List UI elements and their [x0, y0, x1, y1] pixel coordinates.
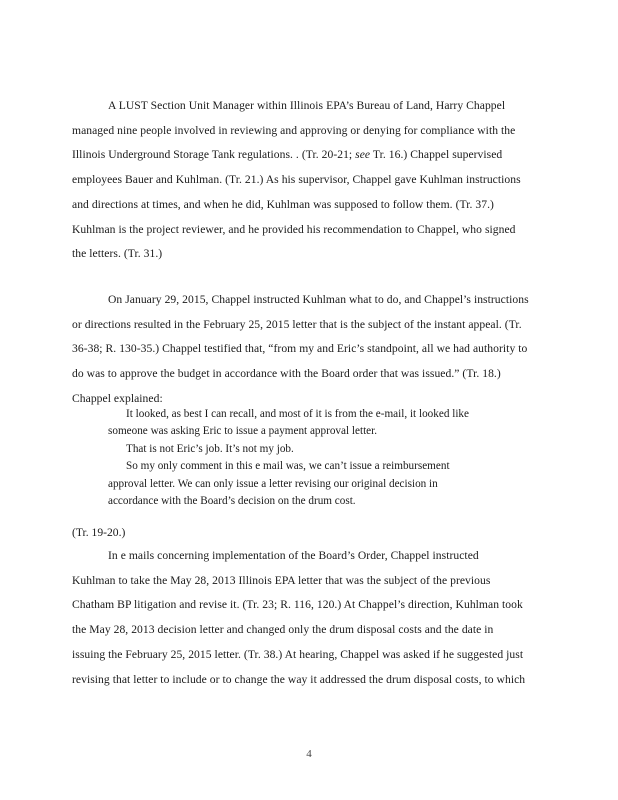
text-line: Chatham BP litigation and revise it. (Tr. 23; R. 116, 120.) At Chappel’s direction, Kuhlman took: [72, 598, 523, 612]
text-line: Kuhlman to take the May 28, 2013 Illinois EPA letter that was the subject of the previous: [72, 573, 491, 587]
quote-line: That is not Eric’s job. It’s not my job.: [126, 442, 294, 455]
text-line: issuing the February 25, 2015 letter. (Tr. 38.) At hearing, Chappel was asked if he suggested just: [72, 647, 524, 661]
text-line: the letters. (Tr. 31.): [72, 247, 163, 261]
text-line: the May 28, 2013 decision letter and changed only the drum disposal costs and the date in: [72, 623, 494, 637]
quote-line: It looked, as best I can recall, and most of it is from the e-mail, it looked like: [126, 408, 469, 420]
text-line: 36-38; R. 130-35.) Chappel testified that, “from my and Eric’s standpoint, all we had authority to: [72, 342, 528, 356]
text-line: Chappel explained:: [72, 391, 163, 405]
block-quote: [108, 406, 528, 510]
paragraph-3: [72, 544, 550, 692]
text-line: A LUST Section Unit Manager within Illinois EPA’s Bureau of Land, Harry Chappel: [108, 99, 506, 112]
text-line: In e mails concerning implementation of the Board’s Order, Chappel instructed: [108, 549, 479, 562]
text-line: and directions at times, and when he did, Kuhlman was supposed to follow them. (Tr. 37.): [72, 197, 494, 211]
quote-line: So my only comment in this e mail was, we can’t issue a reimbursement: [126, 460, 450, 473]
italic-signal: see: [355, 148, 371, 162]
text-line: or directions resulted in the February 25, 2015 letter that is the subject of the instant appeal. (Tr.: [72, 317, 522, 331]
page-number: 4: [306, 748, 312, 760]
text-line: managed nine people involved in reviewing and approving or denying for compliance with the: [72, 123, 516, 137]
text-run: Tr. 16.) Chappel supervised: [370, 148, 503, 162]
paragraph-1: [72, 94, 550, 267]
quote-line: approval letter. We can only issue a letter revising our original decision in: [108, 477, 438, 490]
text-line: [72, 143, 550, 168]
quote-line: someone was asking Eric to issue a payment approval letter.: [108, 425, 378, 438]
text-line: employees Bauer and Kuhlman. (Tr. 21.) As his supervisor, Chappel gave Kuhlman instructions: [72, 173, 521, 187]
citation: (Tr. 19-20.): [72, 526, 126, 539]
text-run: Illinois Underground Storage Tank regulations. . (Tr. 20-21;: [72, 148, 356, 162]
text-line: do was to approve the budget in accordance with the Board order that was issued.” (Tr. 18.): [72, 367, 501, 381]
text-line: Kuhlman is the project reviewer, and he provided his recommendation to Chappel, who signed: [72, 222, 516, 236]
text-line: revising that letter to include or to change the way it addressed the drum disposal costs, to which: [72, 672, 526, 686]
paragraph-2: [72, 288, 550, 412]
text-line: On January 29, 2015, Chappel instructed Kuhlman what to do, and Chappel’s instructions: [108, 293, 529, 306]
quote-line: accordance with the Board’s decision on the drum cost.: [108, 495, 356, 508]
